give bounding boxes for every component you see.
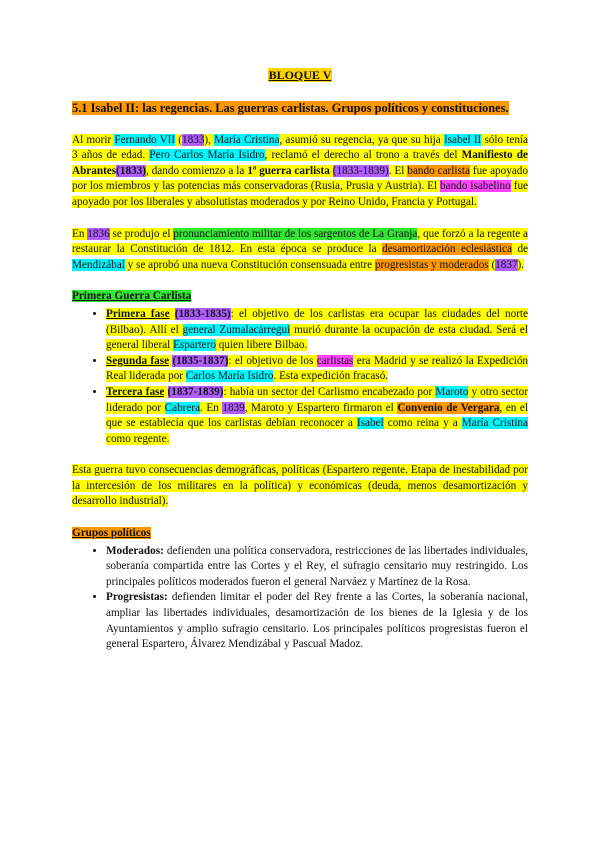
list-item-tercera-fase: • Tercera fase (1837-1839): había un sector del Carlismo encabezado por Maroto y otro sector liderado por Cabrera. En 1839, Maroto y Espartero firmaron el Convenio de Vergara, en el que se establecía que los carlistas debían reconocer a Isabel como reina y a María Cristina como regente. xyxy=(106,385,528,447)
subheading-primera-guerra: Primera Guerra Carlista xyxy=(72,290,192,303)
subheading-grupos-politicos: Grupos políticos xyxy=(72,527,151,540)
list-item-primera-fase: • Primera fase (1833-1835): el objetivo de los carlistas era ocupar las ciudades del norte (Bilbao). Allí el general Zumalacárregui murió durante la ocupación de esta ciudad. Será el general liberal Espartero quien libere Bilbao. xyxy=(106,307,528,354)
paragraph-1836: En 1836 se produjo el pronunciamiento militar de los sargentos de La Granja, que forzó a la regente a restaurar la Constitución de 1812. En esta época se produce la desamortización eclesiástica de Mendizábal y se aprobó una nueva Constitución consensuada entre progresistas y moderados (1837). xyxy=(72,227,528,271)
page-title: BLOQUE V xyxy=(268,68,332,82)
list-item-moderados: • Moderados: defienden una política conservadora, restricciones de las libertades individuales, soberanía compartida entre las Cortes y el Rey, el sufragio censitario muy restringido. Los principales políticos moderados fueron el general Narváez y Martínez de la Rosa. xyxy=(106,544,528,591)
paragraph-consecuencias: Esta guerra tuvo consecuencias demográficas, políticas (Espartero regente. Etapa de inestabilidad por la intercesión de los militares en la política) y económicas (deuda, menos desamortización y desarrollo industrial). xyxy=(72,464,528,508)
list-item-progresistas: • Progresistas: defienden limitar el poder del Rey frente a las Cortes, la soberanía nacional, ampliar las libertades individuales, desamortización de los bienes de la Iglesia y de los Ayuntamientos y amplio sufragio censitario. Los principales políticos progresistas fueron el general Espartero, Álvarez Mendizábal y Pascual Madoz. xyxy=(106,590,528,652)
paragraph-regencia: Al morir Fernando VII (1833), María Cristina, asumió su regencia, ya que su hija Isabel II sólo tenía 3 años de edad. Pero Carlos María Isidro, reclamó el derecho al trono a través del Manifiesto de Abrantes(1833), dando comienzo a la 1ª guerra carlista (1833-1839). El bando carlista fue apoyado por los miembros y las potencias más conservadoras (Rusia, Prusia y Austria). El bando isabelino fue apoyado por los liberales y absolutistas moderados y por Reino Unido, Francia y Portugal. xyxy=(72,133,529,208)
grupos-list xyxy=(72,544,528,653)
section-heading: 5.1 Isabel II: las regencias. Las guerras carlistas. Grupos políticos y constituciones. xyxy=(72,100,509,115)
list-item-segunda-fase: • Segunda fase (1835-1837): el objetivo de los carlistas era Madrid y se realizó la Expedición Real liderada por Carlos María Isidro. Esta expedición fracasó. xyxy=(106,354,528,385)
fases-list xyxy=(72,307,528,447)
document-page xyxy=(72,68,528,669)
